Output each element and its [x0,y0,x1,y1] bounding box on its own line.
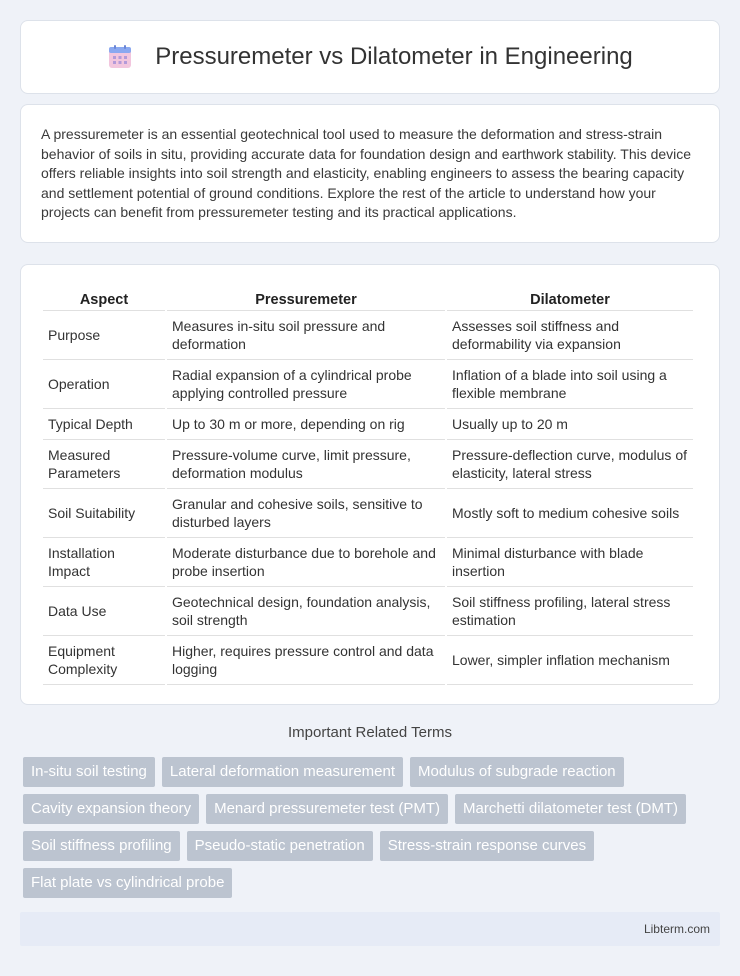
cell-aspect: Measured Parameters [43,440,165,489]
cell-aspect: Soil Suitability [43,489,165,538]
cell-aspect: Equipment Complexity [43,636,165,685]
cell-aspect: Data Use [43,587,165,636]
header-dilatometer: Dilatometer [447,285,693,311]
related-term-tag[interactable]: In-situ soil testing [23,757,155,787]
cell-pressuremeter: Measures in-situ soil pressure and deformation [167,311,445,360]
header-aspect: Aspect [43,285,165,311]
table-row [43,636,693,685]
cell-pressuremeter: Granular and cohesive soils, sensitive to disturbed layers [167,489,445,538]
page-title: Pressuremeter vs Dilatometer in Engineering [155,43,633,70]
table-row [43,538,693,587]
cell-pressuremeter: Radial expansion of a cylindrical probe applying controlled pressure [167,360,445,409]
table-row [43,587,693,636]
related-term-tag[interactable]: Menard pressuremeter test (PMT) [206,794,448,824]
related-term-tag[interactable]: Marchetti dilatometer test (DMT) [455,794,686,824]
comparison-card [20,264,720,705]
cell-dilatometer: Soil stiffness profiling, lateral stress estimation [447,587,693,636]
cell-dilatometer: Lower, simpler inflation mechanism [447,636,693,685]
related-term-tag[interactable]: Lateral deformation measurement [162,757,403,787]
footer [20,912,720,946]
cell-pressuremeter: Up to 30 m or more, depending on rig [167,409,445,440]
cell-aspect: Purpose [43,311,165,360]
related-term-tag[interactable]: Flat plate vs cylindrical probe [23,868,232,898]
cell-dilatometer: Usually up to 20 m [447,409,693,440]
related-term-tag[interactable]: Stress-strain response curves [380,831,594,861]
cell-pressuremeter: Moderate disturbance due to borehole and probe insertion [167,538,445,587]
related-term-tag[interactable]: Modulus of subgrade reaction [410,757,624,787]
cell-aspect: Typical Depth [43,409,165,440]
table-row [43,440,693,489]
cell-pressuremeter: Higher, requires pressure control and data logging [167,636,445,685]
related-terms-title: Important Related Terms [288,724,452,741]
header-card [20,20,720,94]
cell-pressuremeter: Geotechnical design, foundation analysis, soil strength [167,587,445,636]
related-terms-list [23,757,723,905]
cell-dilatometer: Minimal disturbance with blade insertion [447,538,693,587]
intro-card [20,104,720,243]
calendar-icon [107,44,133,70]
table-header-row [43,285,693,311]
table-row [43,409,693,440]
cell-dilatometer: Inflation of a blade into soil using a flexible membrane [447,360,693,409]
related-term-tag[interactable]: Soil stiffness profiling [23,831,180,861]
cell-dilatometer: Pressure-deflection curve, modulus of elasticity, lateral stress [447,440,693,489]
intro-text: A pressuremeter is an essential geotechnical tool used to measure the deformation and stress-strain behavior of soils in situ, providing accurate data for foundation design and earthwork stability. This device offers reliable insights into soil strength and elasticity, enabling engineers to assess the bearing capacity and settlement potential of ground conditions. Explore the rest of the article to understand how your projects can benefit from pressuremeter testing and its practical applications. [41,126,692,221]
cell-pressuremeter: Pressure-volume curve, limit pressure, deformation modulus [167,440,445,489]
cell-dilatometer: Assesses soil stiffness and deformability via expansion [447,311,693,360]
cell-aspect: Operation [43,360,165,409]
table-row [43,360,693,409]
header-pressuremeter: Pressuremeter [167,285,445,311]
related-term-tag[interactable]: Pseudo-static penetration [187,831,373,861]
cell-aspect: Installation Impact [43,538,165,587]
table-row [43,311,693,360]
cell-dilatometer: Mostly soft to medium cohesive soils [447,489,693,538]
table-row [43,489,693,538]
related-term-tag[interactable]: Cavity expansion theory [23,794,199,824]
comparison-table [41,285,695,685]
footer-site-link[interactable]: Libterm.com [643,922,710,936]
